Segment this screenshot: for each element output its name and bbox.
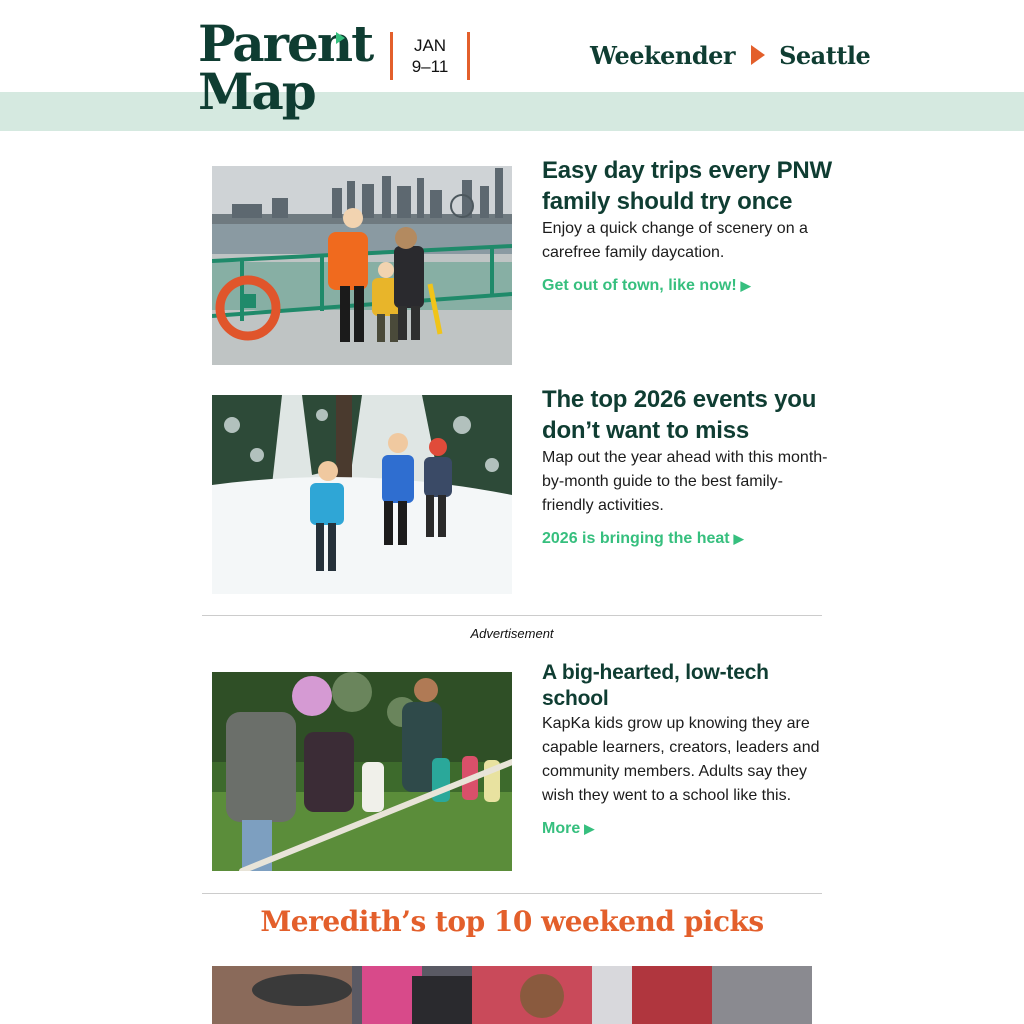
advertisement-label: Advertisement [470, 626, 554, 641]
ad-title[interactable]: A big-hearted, low-tech school [542, 661, 769, 710]
article-2-link[interactable] [542, 528, 744, 550]
play-arrow-icon: ▶ [584, 821, 595, 836]
article-2-title[interactable]: The top 2026 events you don’t want to miss [542, 386, 817, 444]
newsletter-title [590, 38, 870, 72]
picks-heading: Meredith’s top 10 weekend picks [260, 905, 764, 938]
article-1-link[interactable] [542, 275, 751, 297]
article-2-description: Map out the year ahead with this month-by-month guide to the best family-friendly activities. [542, 449, 828, 514]
play-arrow-icon [751, 45, 765, 65]
divider [202, 893, 822, 894]
newsletter-city: Seattle [779, 40, 871, 70]
header-band [0, 92, 1024, 131]
issue-month: JAN [413, 36, 447, 55]
logo-line-2: Map [198, 62, 315, 121]
article-image-ferry[interactable] [212, 166, 512, 365]
parentmap-logo[interactable] [198, 14, 373, 122]
article-1-title[interactable]: Easy day trips every PNW family should try once [542, 157, 833, 215]
logo-triangle-icon [336, 32, 345, 44]
ad-description: KapKa kids grow up knowing they are capable learners, creators, leaders and community members. Adults say they wish they went to a school like this. [542, 715, 820, 804]
newsletter-name: Weekender [590, 40, 736, 70]
picks-image[interactable] [212, 966, 812, 1024]
ad-more-link[interactable] [542, 818, 594, 840]
article-image-snow-hike[interactable] [212, 395, 512, 594]
logo-line-1: Parent [198, 14, 373, 73]
ad-image-school[interactable] [212, 672, 512, 871]
article-2 [542, 384, 832, 550]
ad-text [542, 660, 832, 840]
issue-days: 9–11 [411, 57, 449, 76]
play-arrow-icon: ▶ [733, 531, 744, 546]
article-1-link-label: Get out of town, like now! [542, 277, 737, 294]
article-2-link-label: 2026 is bringing the heat [542, 530, 730, 547]
ad-more-link-label: More [542, 820, 581, 837]
divider [202, 615, 822, 616]
issue-date [390, 32, 470, 80]
article-1-description: Enjoy a quick change of scenery on a carefree family daycation. [542, 220, 808, 261]
article-1 [542, 155, 832, 297]
play-arrow-icon: ▶ [740, 278, 751, 293]
